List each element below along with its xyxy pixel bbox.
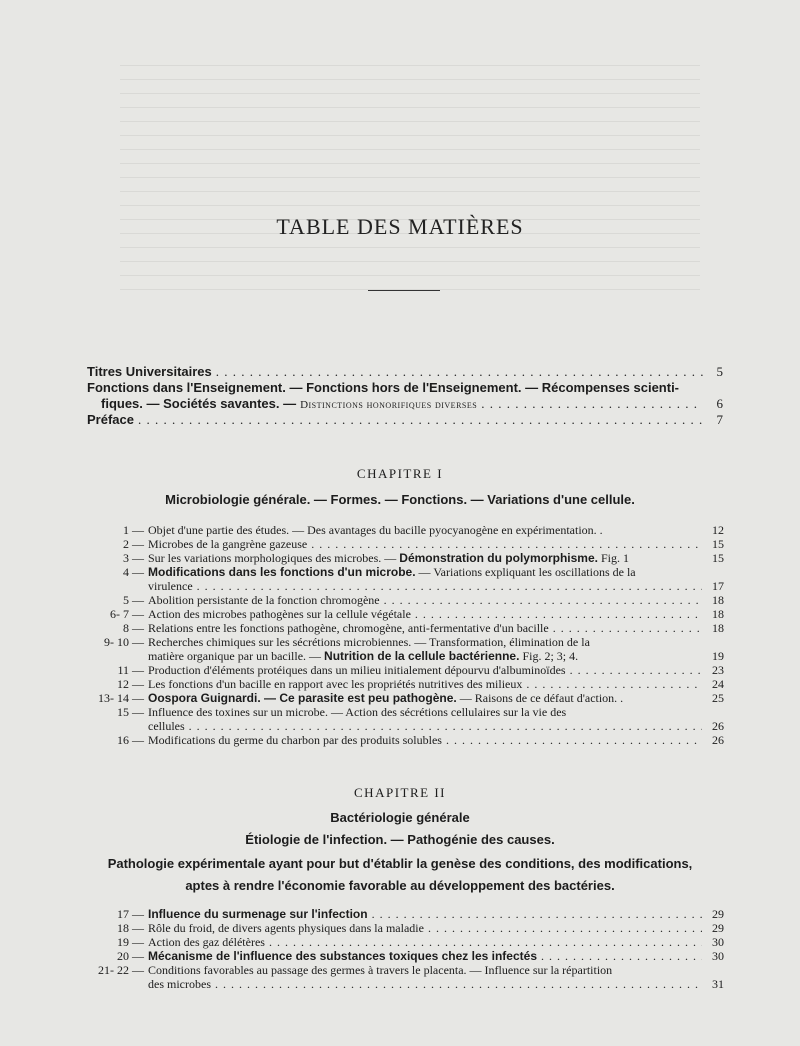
toc-entry-page: 23 (712, 663, 724, 677)
dot-leader (481, 396, 703, 412)
toc-entry-label: Fonctions dans l'Enseignement. — Fonctions hors de l'Enseignement. — Récompenses scienti- (87, 380, 680, 395)
toc-entry[interactable] (94, 607, 724, 621)
toc-entry-text (148, 691, 702, 705)
toc-entry[interactable] (94, 907, 724, 921)
toc-entry-number: 13- 14 — (98, 691, 144, 705)
toc-entry-line: Action des microbes pathogènes sur la cellule végétale (148, 607, 411, 621)
toc-entry-emphasis: Mécanisme de l'influence des substances toxiques chez les infectés (148, 949, 537, 963)
toc-entry-line: — Variations expliquant les oscillations de la (418, 565, 636, 579)
toc-entry-page: 6 (716, 396, 723, 411)
toc-entry[interactable] (94, 551, 724, 565)
toc-entry-text (148, 733, 702, 747)
chapter-2-subtitle-4: aptes à rendre l'économie favorable au développement des bactéries. (185, 878, 615, 893)
toc-entry-fonctions[interactable] (87, 380, 723, 396)
dot-leader (197, 579, 702, 593)
chapter-2-subtitle-2: Étiologie de l'infection. — Pathogénie des causes. (245, 832, 555, 847)
toc-entry-page: 5 (716, 364, 723, 379)
toc-entry-text (148, 593, 702, 607)
toc-entry-line: des microbes (148, 977, 211, 991)
toc-entry-line: Influence des toxines sur un microbe. — Action des sécrétions cellulaires sur la vie des (148, 705, 567, 719)
toc-entry-page: 15 (712, 551, 724, 565)
chapter-1-entries (94, 523, 724, 747)
toc-entry-line: Objet d'une partie des études. — Des avantages du bacille pyocyanogène en expérimentation. . (148, 523, 603, 537)
toc-entry-line: Sur les variations morphologiques des microbes. — (148, 551, 397, 565)
toc-entry-page: 15 (712, 537, 724, 551)
toc-entry-label-cont: fiques. — Sociétés savantes. — (101, 396, 297, 411)
dot-leader (372, 907, 702, 921)
toc-entry-page: 19 (712, 649, 724, 663)
toc-entry-number: 20 — (117, 949, 144, 963)
chapter-1-heading: CHAPITRE I (356, 466, 444, 481)
toc-entry-text (148, 635, 702, 663)
toc-entry-number: 15 — (117, 705, 144, 719)
toc-entry-text (148, 551, 702, 565)
toc-entry[interactable] (94, 733, 724, 747)
toc-entry-line: Production d'éléments protéiques dans un milieu initialement dépourvu d'albuminoïdes (148, 663, 566, 677)
chapter-2-heading: CHAPITRE II (354, 785, 446, 800)
toc-entry-page: 17 (712, 579, 724, 593)
toc-entry-number: 12 — (117, 677, 144, 691)
toc-entry-text (148, 935, 702, 949)
dot-leader (541, 949, 702, 963)
toc-entry-emphasis: Démonstration du polymorphisme. (399, 551, 598, 565)
toc-entry[interactable] (94, 963, 724, 991)
dot-leader (189, 719, 702, 733)
toc-entry-line: Recherches chimiques sur les sécrétions microbiennes. — Transformation, élimination de la (148, 635, 590, 649)
toc-entry-text (148, 607, 702, 621)
toc-entry[interactable] (94, 537, 724, 551)
toc-entry-line: Les fonctions d'un bacille en rapport avec les propriétés nutritives des milieux (148, 677, 523, 691)
toc-entry-text (148, 921, 702, 935)
toc-entry-emphasis: Influence du surmenage sur l'infection (148, 907, 368, 921)
toc-entry[interactable] (94, 565, 724, 593)
dot-leader (553, 621, 702, 635)
toc-entry-number: 8 — (123, 621, 144, 635)
toc-entry-page: 30 (712, 949, 724, 963)
toc-entry[interactable] (94, 621, 724, 635)
toc-entry-preface[interactable] (87, 412, 723, 428)
toc-entry-line: cellules (148, 719, 185, 733)
toc-entry-emphasis: Nutrition de la cellule bactérienne. (324, 649, 520, 663)
toc-entry-line: Abolition persistante de la fonction chromogène (148, 593, 380, 607)
toc-entry-page: 26 (712, 733, 724, 747)
toc-entry-page: 31 (712, 977, 724, 991)
dot-leader (215, 977, 702, 991)
toc-entry[interactable] (94, 705, 724, 733)
toc-entry[interactable] (94, 691, 724, 705)
toc-entry-text (148, 663, 702, 677)
toc-entry-page: 12 (712, 523, 724, 537)
toc-entry-number: 4 — (123, 565, 144, 579)
toc-entry-page: 18 (712, 607, 724, 621)
toc-entry[interactable] (94, 523, 724, 537)
toc-entry-emphasis: Oospora Guignardi. — Ce parasite est peu pathogène. (148, 691, 457, 705)
toc-entry-page: 25 (712, 691, 724, 705)
toc-entry-line: Conditions favorables au passage des germes à travers le placenta. — Influence sur la répartition (148, 963, 613, 977)
dot-leader (216, 364, 703, 380)
toc-entry[interactable] (94, 593, 724, 607)
toc-entry-line: Microbes de la gangrène gazeuse (148, 537, 308, 551)
toc-entry-line: Action des gaz délétères (148, 935, 265, 949)
toc-entry-label: Préface (87, 412, 134, 427)
chapter-2-subtitle-3: Pathologie expérimentale ayant pour but d'établir la genèse des conditions, des modifications, (107, 856, 693, 871)
front-matter (87, 364, 723, 428)
toc-entry-label: Titres Universitaires (87, 364, 212, 379)
chapter-2-entries (94, 907, 724, 991)
dot-leader (526, 677, 702, 691)
toc-entry-line: matière organique par un bacille. — (148, 649, 322, 663)
toc-entry-number: 9- 10 — (104, 635, 144, 649)
dot-leader (138, 412, 703, 428)
toc-entry-figure-ref: Fig. 2; 3; 4. (522, 649, 579, 663)
bleed-through-texture (120, 60, 700, 290)
toc-entry-number: 19 — (117, 935, 144, 949)
toc-entry-text (148, 537, 702, 551)
dot-leader (428, 921, 702, 935)
toc-entry-page: 29 (712, 921, 724, 935)
toc-entry-text (148, 949, 702, 963)
toc-entry-line: Rôle du froid, de divers agents physiques dans la maladie (148, 921, 424, 935)
toc-entry-page: 24 (712, 677, 724, 691)
toc-entry[interactable] (94, 635, 724, 663)
toc-entry-emphasis: Modifications dans les fonctions d'un microbe. (148, 565, 416, 579)
toc-entry-text (148, 705, 702, 733)
toc-entry[interactable] (94, 935, 724, 949)
toc-entry-page: 18 (712, 621, 724, 635)
toc-entry-figure-ref: Fig. 1 (600, 551, 629, 565)
toc-entry-number: 3 — (123, 551, 144, 565)
toc-entry-text (148, 907, 702, 921)
toc-entry-line: Modifications du germe du charbon par des produits solubles (148, 733, 442, 747)
chapter-2-subtitle-1: Bactériologie générale (330, 810, 470, 825)
toc-entry-number: 6- 7 — (110, 607, 144, 621)
toc-entry-number: 18 — (117, 921, 144, 935)
toc-entry-line: — Raisons de ce défaut d'action. . (459, 691, 624, 705)
dot-leader (269, 935, 702, 949)
toc-entry-page: 26 (712, 719, 724, 733)
toc-entry-number: 2 — (123, 537, 144, 551)
toc-entry-line: virulence (148, 579, 193, 593)
toc-entry[interactable] (94, 663, 724, 677)
dot-leader (446, 733, 702, 747)
toc-entry-number: 17 — (117, 907, 144, 921)
toc-entry-text (148, 621, 702, 635)
page-title: TABLE DES MATIÈRES (276, 214, 524, 239)
toc-entry[interactable] (94, 949, 724, 963)
toc-entry-text (148, 523, 702, 537)
toc-entry[interactable] (94, 921, 724, 935)
toc-entry-fonctions-cont[interactable] (87, 396, 723, 412)
dot-leader (570, 663, 702, 677)
toc-entry-text (148, 565, 702, 593)
chapter-1-subtitle: Microbiologie générale. — Formes. — Fonctions. — Variations d'une cellule. (165, 492, 635, 507)
toc-entry-number: 1 — (123, 523, 144, 537)
toc-entry-text (148, 963, 702, 991)
toc-entry-text (148, 677, 702, 691)
toc-entry-page: 30 (712, 935, 724, 949)
toc-entry-page: 7 (716, 412, 723, 427)
toc-entry-number: 16 — (117, 733, 144, 747)
title-divider (368, 290, 440, 291)
dot-leader (415, 607, 702, 621)
toc-entry-titres[interactable] (87, 364, 723, 380)
toc-entry-smallcaps: Distinctions honorifiques diverses (300, 399, 478, 411)
toc-entry-line: Relations entre les fonctions pathogène, chromogène, anti-fermentative d'un bacille (148, 621, 549, 635)
dot-leader (311, 537, 702, 551)
toc-entry-page: 18 (712, 593, 724, 607)
toc-entry-number: 21- 22 — (98, 963, 144, 977)
toc-entry-page: 29 (712, 907, 724, 921)
toc-entry[interactable] (94, 677, 724, 691)
dot-leader (384, 593, 702, 607)
toc-entry-number: 5 — (123, 593, 144, 607)
toc-entry-number: 11 — (117, 663, 144, 677)
